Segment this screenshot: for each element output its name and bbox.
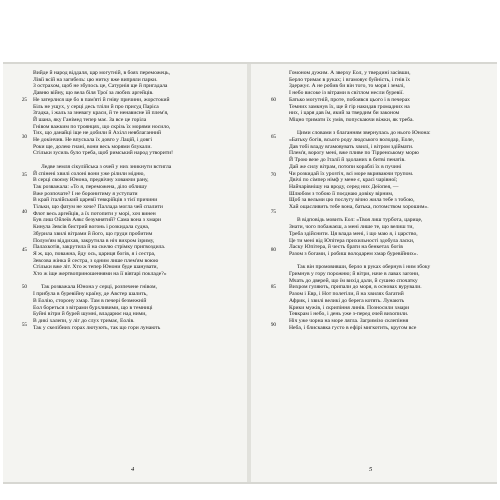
- text-line: Роки ще, долею гнані, вони весь морями блукали.: [33, 143, 152, 150]
- text-line: Й Трою везе до Італії й здоланих в битві пенатів.: [289, 157, 406, 164]
- text-line: Дав тобі владу вгамовувать хвилі, і вітром здіймати.: [289, 143, 414, 150]
- text-line: Цими словами з благанням звернулась до нього Юнона:: [297, 130, 431, 137]
- text-line: Не затерлися ще бо в пам'яті й гніву причини, жорстокий: [33, 96, 170, 103]
- text-line: Гримнув у гору порожню; й вітри, наче в лавах загони,: [289, 271, 420, 277]
- line-number: 40: [21, 209, 27, 216]
- line-number: 50: [21, 284, 27, 291]
- text-line: В Еолію, сторону хмар. Там в печері безмежній: [33, 297, 147, 304]
- text-line: Кинула Зевсів бистрий вогонь і розкидала судна,: [33, 224, 150, 231]
- text-line: Стільки вже літ. Хто ж тепер Юнони буде шанувати,: [33, 264, 158, 271]
- text-line: Збурила хвилі вітрами й його, що груди пробитим: [33, 230, 153, 237]
- text-line: Не докінчив. Не впускала їх довго у Лацій, і довгі: [33, 137, 153, 143]
- spread-bottom-edge: [3, 482, 497, 484]
- text-line: Був лиш Ойлеїв Аякс безумнятий? Сама вона з хмари: [33, 217, 161, 224]
- text-line: Ласку Юпітера, й честь брати на бенкетах богів: [289, 244, 403, 251]
- text-line: Флот весь аргейців, а їх потопити у морі, хоч винен: [33, 210, 156, 217]
- text-line: Згадка, і жаль за зневагу краси, й те ненависне їй плем'я,: [33, 110, 169, 117]
- text-line: Полум'ям віддихав, закрутила в ніч вихром ізриму,: [33, 237, 155, 244]
- text-line: Так розважала: «То я, переможена, діло облишу: [33, 183, 147, 190]
- line-number: 35: [21, 171, 27, 178]
- text-line: В дикі халепи, у ліг до слух тримає, Еолів.: [33, 317, 135, 324]
- text-line: Двічі по сімпер німф у мене є, красі чарівної;: [289, 177, 398, 184]
- text-line: Міцно тримати їх умів, попускаючи віжки, як треба.: [289, 116, 414, 123]
- text-line: Вихром гуляють, припали до моря, в основах вурували.: [289, 284, 422, 291]
- text-line: І небо високе із вітрами в світлом несли буревії.: [289, 90, 404, 97]
- text-line: Темних замкнув їх, ще й гір накидав громадних на: [289, 103, 410, 110]
- text-line: В відповідь мовить Еол: «Твоя лиш турбота, царице,: [297, 217, 423, 224]
- line-number: 25: [21, 96, 27, 103]
- text-line: Й спінені хвилі солоні вони уже рілили мідню,: [33, 170, 145, 177]
- text-line: Плем'я, ворогу мені, вже пливе по Тірренському морю: [289, 150, 419, 157]
- text-line: Разом і Евр, і Нот полетіли, й на хвилях багатий: [289, 291, 404, 298]
- line-number: 45: [21, 246, 27, 253]
- text-line: Неба, і блискавка густо в ефірі мигкотить, кругом все: [289, 324, 417, 331]
- text-line: Вже розпочате? І не боронитиму я уступати: [33, 190, 138, 197]
- line-number: 65: [270, 134, 276, 141]
- line-number: 55: [21, 321, 27, 328]
- text-line: Знати, чого побажаєш, а мені лише те, що велиш ти,: [289, 224, 414, 231]
- text-line: Дай же силу вітрам, потопи кораблі їх в пучині: [289, 163, 402, 170]
- text-line: Я ж, що, поважна, йду ось, цариця богів, я і сестра,: [33, 250, 156, 257]
- text-line: Гнівом важким по троянцях, що скрізь їх морями носило,: [33, 123, 171, 130]
- line-number: 80: [270, 246, 276, 253]
- text-line: Еол бореться з вітрами бурхливими, що в темниці: [33, 304, 153, 311]
- book-spread: [3, 64, 497, 482]
- text-line: Африк, і хвилі великі до берега котять. Лунають: [289, 297, 405, 304]
- text-line: Буйні вітри й бурей шумні, владарює над ними,: [33, 311, 147, 318]
- text-line: Й шана, яку Ганімед тепер має. За все це горіла: [33, 116, 147, 123]
- text-line: Гомоном дужим. А зверху Еол, у твердині засівши,: [289, 70, 411, 76]
- text-line: І прибула в буревійну країну, де Австер шалить,: [33, 291, 148, 298]
- text-line: Шлюбом з тобою її поєднаю довіку вірним,: [289, 190, 394, 197]
- text-line: Давню війну, що вела біля Трої за любих аргейців.: [33, 90, 154, 97]
- text-line: Лівії всій на загибель: цю нитку вже випряли парки.: [33, 76, 158, 83]
- text-line: Берло тримає в руках; і вгамовує буйність, і гнів їх: [289, 76, 411, 83]
- text-line: них, і царя дав їм, який за твердим би законом: [289, 110, 400, 117]
- line-number: 60: [270, 96, 276, 103]
- text-line: В край італійський царевії тевкрійців з тієї причини: [33, 197, 158, 204]
- line-number: 85: [270, 284, 276, 291]
- text-line: Тільки, що фатум не хоче? Палладa могла чей спалити: [33, 204, 163, 210]
- line-number: 75: [270, 209, 276, 216]
- text-line: Палахкотів, закрутила й на скелю стрімку пригвоздила.: [33, 244, 166, 251]
- right-page: [251, 64, 497, 482]
- text-line: Найчарівнішу на вроду, серед них Деїопея, —: [289, 183, 399, 190]
- text-line: Здержує. А не робив би він того, то моря і землі,: [289, 83, 405, 90]
- page-number: 4: [131, 466, 135, 473]
- text-line: Разом з богами, і робиш володарем хмар буревійних».: [289, 250, 419, 257]
- line-number: 30: [21, 134, 27, 141]
- text-line: Так розважала Юнона у серці, розпечене гнівом,: [41, 284, 157, 291]
- text-line: З острахом, щоб не збулось це, Сатурнія ще й пригадала: [33, 83, 168, 90]
- text-line: Крики мужів, і скрипіння линів. Позносили хмари: [289, 304, 410, 311]
- text-line: Хто ж іще жертвоприношеннями на її вівтарі покладе?»: [33, 271, 167, 277]
- text-line: Вийде й народ віддаля, цар могутній, в боях переможець,: [33, 70, 170, 76]
- text-line: Біль не ущух, у серці десь тліли й про присуд Паріса: [33, 103, 159, 110]
- page-number: 5: [369, 466, 373, 473]
- text-line: Так у скелібних горах лютують, так що гори лунають: [33, 324, 161, 331]
- text-line: «Батьку богів, всього роду людського володар, Еоле,: [289, 137, 415, 143]
- text-line: Так він промовивши, берло в руках обернув і ним збоку: [297, 264, 431, 271]
- text-line: В серці своєму Юнона, предвічну ховаючи рану,: [33, 177, 149, 184]
- line-number: 70: [270, 171, 276, 178]
- text-line: Це ти мені від Юпітера прихильності здобула ласки,: [289, 237, 415, 244]
- text-line: Батько могутній, проте, побоявся цього і в печерах: [289, 96, 410, 103]
- text-line: Зевсова жінка й сестра, з одним лише плем'ям воюю: [33, 257, 159, 264]
- line-number: 90: [270, 321, 276, 328]
- text-line: Стільки зусиль було треба, щоб римський народ утворити!: [33, 150, 174, 157]
- text-line: Ледве земля сікулійська з очей у них зникнути встигла: [41, 163, 172, 170]
- text-line: Чи розкидай їх урозтіч, всі море вкриваючи трупом.: [289, 170, 414, 177]
- text-line: Ніч уже чорна на море лягла. Загримізо склепіння: [289, 317, 409, 324]
- text-line: Треба здійснити. Ця влада мені, і що маю я, і царство,: [289, 230, 418, 237]
- text-line: Хай ощасливить тебе вона, батька, потомством хорошим».: [289, 204, 429, 210]
- text-line: Тих, що данайці іще не добили й Ахілл невблаганний: [33, 130, 161, 137]
- text-line: Щоб за вельми цю послугу вічно жила тебе з тобою,: [289, 197, 415, 204]
- text-line: Тевкрам і небо, і день уже з-перед очей вихопили.: [289, 311, 409, 318]
- left-page: [3, 64, 249, 482]
- text-line: Мчать до дверей, що їм вихід дали, й сушею спочатку: [289, 277, 418, 284]
